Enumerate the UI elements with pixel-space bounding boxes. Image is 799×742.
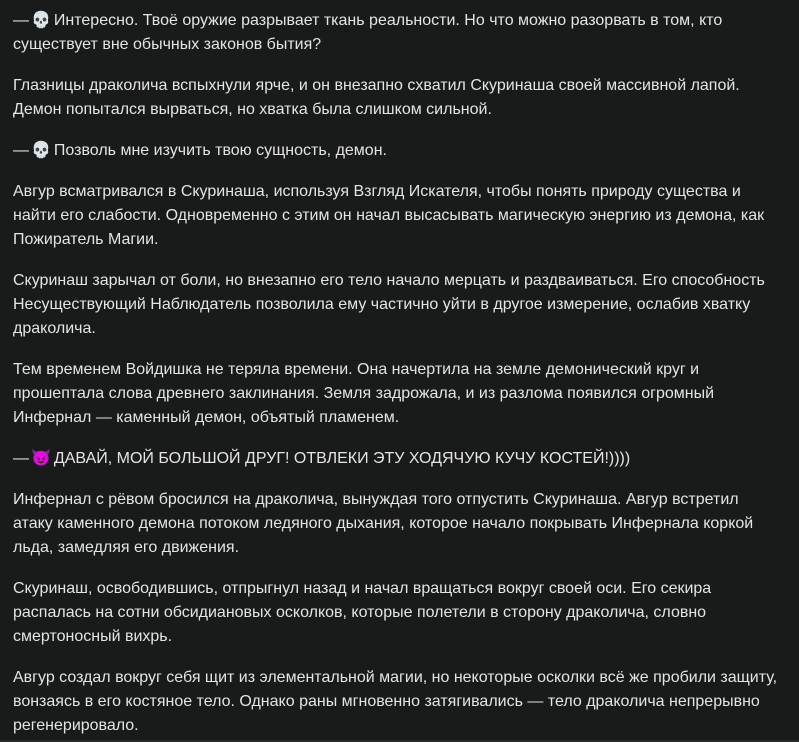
dialogue-paragraph — [13, 139, 779, 163]
paragraph-text: Глазницы драколича вспыхнули ярче, и он внезапно схватил Скуринаша своей массивной лапой. Демон попытался вырваться, но хватка была слишком сильной. — [13, 77, 740, 118]
dialogue-paragraph — [13, 447, 779, 471]
paragraph-text: Авгур всматривался в Скуринаша, используя Взгляд Искателя, чтобы понять природу существа и найти его слабости. Одновременно с этим он начал высасывать магическую энергию из демона, как Пожиратель Магии. — [13, 183, 765, 248]
skull-icon: 💀 — [31, 142, 51, 159]
dash: — — [13, 450, 29, 467]
skull-icon: 💀 — [31, 12, 51, 29]
narration-paragraph — [13, 666, 779, 738]
dash: — — [13, 12, 29, 29]
narration-paragraph — [13, 180, 779, 252]
paragraph-text: Инфернал с рёвом бросился на драколича, вынуждая того отпустить Скуринаша. Авгур встретил атаку каменного демона потоком ледяного дыхания, которое начало покрывать Инфернала коркой льда, замедляя его движения. — [13, 491, 754, 556]
narration-paragraph — [13, 577, 779, 649]
narration-paragraph — [13, 74, 779, 122]
narration-paragraph — [13, 269, 779, 341]
devil-face-icon: 😈 — [31, 450, 51, 467]
paragraph-text: Авгур создал вокруг себя щит из элементальной магии, но некоторые осколки всё же пробили защиту, вонзаясь в его костяное тело. Однако раны мгновенно затягивались — тело драколича непрерывно регенерировало. — [13, 669, 778, 734]
paragraph-text: Скуринаш, освободившись, отпрыгнул назад и начал вращаться вокруг своей оси. Его секира распалась на сотни обсидиановых осколков, которые полетели в сторону драколича, словно смертоносный вихрь. — [13, 580, 712, 645]
paragraph-text: Скуринаш зарычал от боли, но внезапно его тело начало мерцать и раздваиваться. Его способность Несуществующий Наблюдатель позволила ему частично уйти в другое измерение, ослабив хватку драколича. — [13, 272, 765, 337]
paragraph-text: Позволь мне изучить твою сущность, демон. — [53, 142, 387, 159]
narration-paragraph — [13, 358, 779, 430]
dash: — — [13, 142, 29, 159]
scrollbar[interactable] — [793, 0, 799, 742]
paragraph-text: Тем временем Войдишка не теряла времени. Она начертила на земле демонический круг и прошептала слова древнего заклинания. Земля задрожала, и из разлома появился огромный Инфернал — каменный демон, объятый пламенем. — [13, 361, 715, 426]
narration-paragraph — [13, 488, 779, 560]
dialogue-paragraph — [13, 9, 779, 57]
paragraph-text: ДАВАЙ, МОЙ БОЛЬШОЙ ДРУГ! ОТВЛЕКИ ЭТУ ХОДЯЧУЮ КУЧУ КОСТЕЙ!)))) — [53, 450, 631, 467]
paragraph-text: Интересно. Твоё оружие разрывает ткань реальности. Но что можно разорвать в том, кто существует вне обычных законов бытия? — [13, 12, 723, 53]
